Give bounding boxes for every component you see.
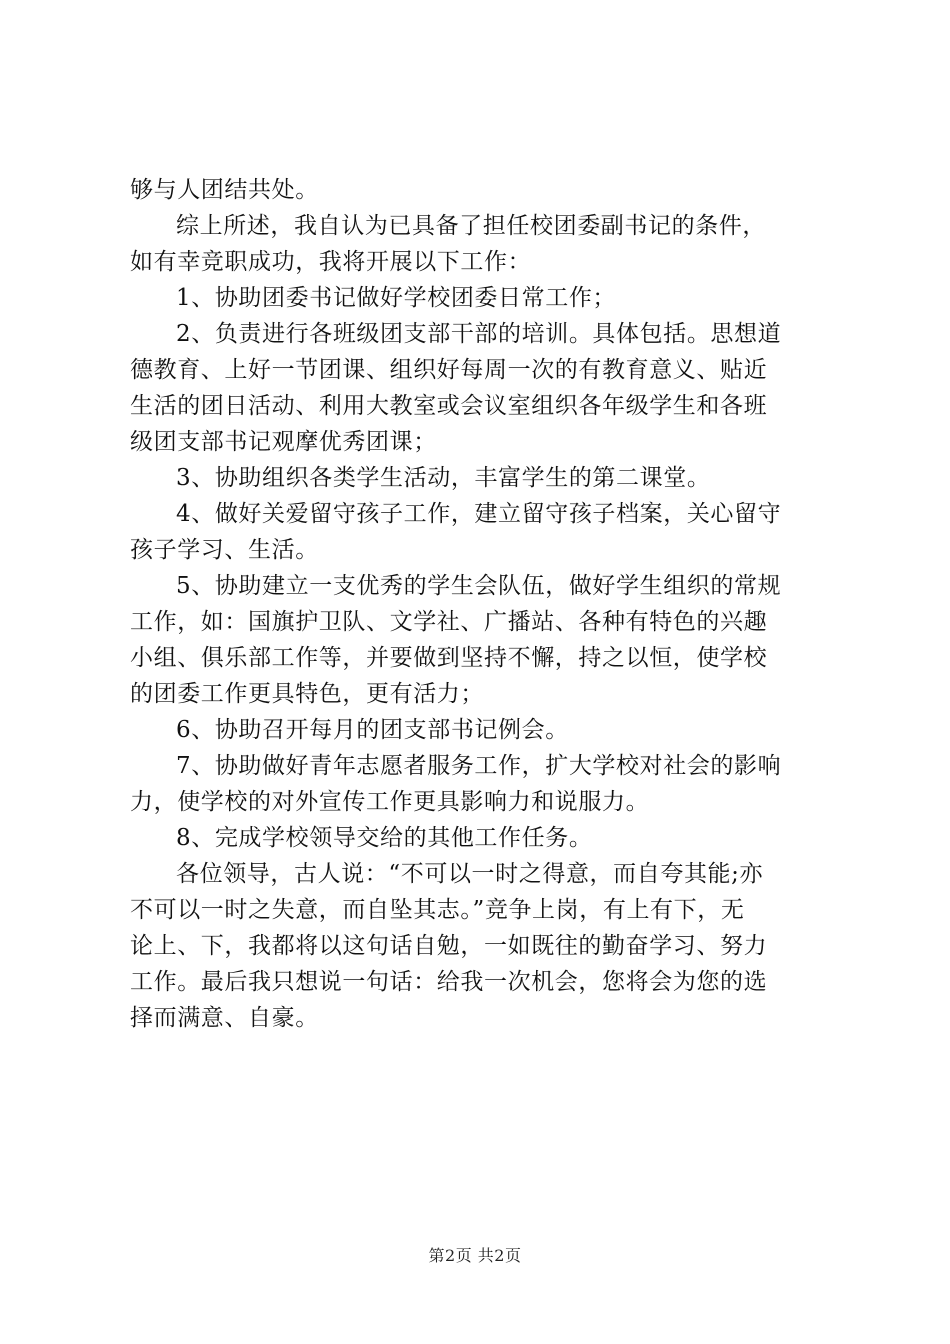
text-line: 各位领导，古人说：“不可以一时之得意，而自夸其能;亦 [176,861,764,887]
document-body [130,172,830,1036]
text-line: 工作，如：国旗护卫队、文学社、广播站、各种有特色的兴趣 [130,609,768,635]
text-line: 2、负责进行各班级团支部干部的培训。具体包括。思想道 [176,321,782,347]
text-line: 的团委工作更具特色，更有活力； [130,681,484,707]
text-line: 力，使学校的对外宣传工作更具影响力和说服力。 [130,789,650,815]
text-line: 6、协助召开每月的团支部书记例会。 [176,717,569,743]
text-line: 3、协助组织各类学生活动，丰富学生的第二课堂。 [176,465,711,491]
text-line: 7、协助做好青年志愿者服务工作，扩大学校对社会的影响 [176,753,782,779]
text-line: 4、做好关爱留守孩子工作，建立留守孩子档案，关心留守 [176,501,782,527]
text-line: 1、协助团委书记做好学校团委日常工作； [176,285,617,311]
text-line: 8、完成学校领导交给的其他工作任务。 [176,825,593,851]
text-line: 小组、俱乐部工作等，并要做到坚持不懈，持之以恒，使学校 [130,645,768,671]
text-line: 择而满意、自豪。 [130,1005,319,1031]
text-line: 级团支部书记观摩优秀团课； [130,429,437,455]
text-line: 5、协助建立一支优秀的学生会队伍，做好学生组织的常规 [176,573,782,599]
text-line: 生活的团日活动、利用大教室或会议室组织各年级学生和各班 [130,393,768,419]
text-line: 工作。最后我只想说一句话：给我一次机会，您将会为您的选 [130,969,768,995]
text-line: 论上、下，我都将以这句话自勉，一如既往的勤奋学习、努力 [130,933,768,959]
text-line: 够与人团结共处。 [130,177,319,203]
text-line: 不可以一时之失意，而自坠其志。”竞争上岗，有上有下，无 [130,897,745,923]
text-line: 综上所述，我自认为已具备了担任校团委副书记的条件， [176,213,766,239]
page-number-footer: 第2页 共2页 [428,1246,522,1265]
text-line: 孩子学习、生活。 [130,537,319,563]
text-line: 如有幸竞职成功，我将开展以下工作： [130,249,532,275]
text-line: 德教育、上好一节团课、组织好每周一次的有教育意义、贴近 [130,357,768,383]
